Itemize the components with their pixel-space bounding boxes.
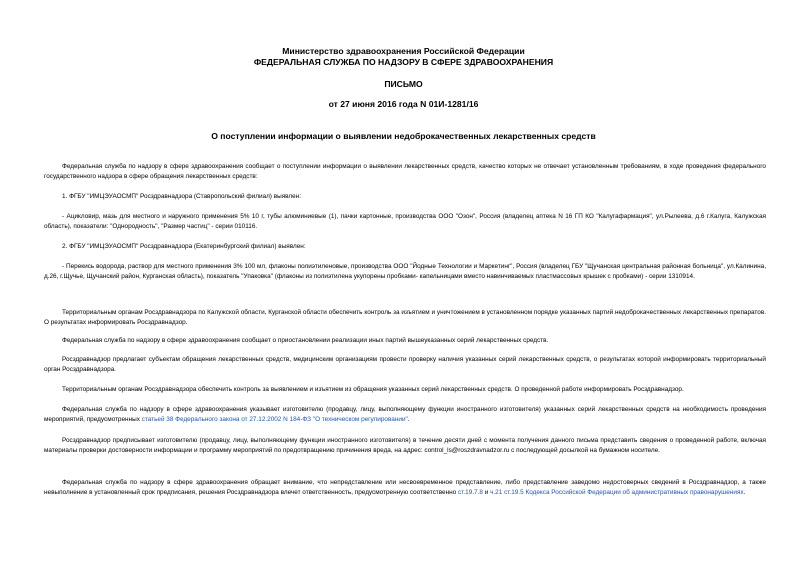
prescribe-paragraph: Росздравнадзор предписывает изготовителю (продавцу, лицу, выполняющему функции иностранного изготовителя) в течение десяти дней с момента получения данного письма представить сведения о проведенной работе, включая материалы проверки достоверности информации и программу мероприятий по предотвращению причинения вреда, на адрес: control_ls@roszdravnadzor.ru с последующей досылкой на бумажном носителе. [44, 437, 766, 455]
manufacturer-end: . [407, 416, 410, 424]
federal-law-link[interactable]: статьей 38 Федерального закона от 27.12.2002 N 184-ФЗ "О техническом регулировании" [141, 416, 408, 424]
item1-text: - Ацикловир, мазь для местного и наружного применения 5% 10 г, тубы алюминиевые (1), пачки картонные, производства ООО "Озон", Россия (владелец аптека N 16 ГП КО "Калугафармация", ул.Рылеева, д.6 г.Калуга, Калужская область), показатели: "Однородность", "Размер частиц" - серии 010116. [44, 213, 766, 231]
ministry-name: Министерство здравоохранения Российской Федерации [282, 46, 525, 56]
item2-text: - Перекись водорода, раствор для местного применения 3% 100 мл, флаконы полиэтиленовые, производства ООО "Йодные Технологии и Маркетинг", Россия (владелец ГБУ "Щучанская центральная районная больница", ул.Калинина, д.26, г.Щучье, Щучанский район, Курганская область), показатель "Упаковка" (флаконы из полиэтилена укупорены пробками- капельницами вместо навинчиваемых пластмассовых крышек с пробками) - серии 1310914. [44, 263, 766, 281]
manufacturer-text: Федеральная служба по надзору в сфере здравоохранения указывает изготовителю (продавцу, лицу, выполняющему функции иностранного изготовителя) указанных серий лекарственных средств на необходимость проведения мероприятий, предусмотренных [44, 406, 766, 424]
control-paragraph: Территориальным органам Росздравнадзора обеспечить контроль за выявлением и изъятием из обращения указанных серий лекарственных средств. О проведенной работе информировать Росздравнадзор. [62, 386, 684, 393]
doc-date-number: от 27 июня 2016 года N 01И-1281/16 [328, 99, 479, 109]
attention-mid: и [482, 489, 491, 497]
attention-end: . [743, 489, 746, 497]
item1-heading: 1. ФГБУ "ИМЦЭУАОСМП" Росздравнадзора (Ставропольский филиал) выявлен: [62, 193, 301, 200]
service-name: ФЕДЕРАЛЬНАЯ СЛУЖБА ПО НАДЗОРУ В СФЕРЕ ЗДРАВООХРАНЕНИЯ [253, 57, 554, 67]
intro-paragraph: Федеральная служба по надзору в сфере здравоохранения сообщает о поступлении информации о выявлении лекарственных средств, качество которых не отвечает установленным требованиям, в ходе проведения федерального государственного надзора в сфере обращения лекарственных средств: [44, 163, 766, 181]
attention-paragraph [44, 478, 766, 499]
attention-text: Федеральная служба по надзору в сфере здравоохранения обращает внимание, что непредставление или несвоевременное представление, либо представление заведомо недостоверных сведений в Росздравнадзор, а также невыполнение в установленный срок предписания, решения Росздравнадзора влечет ответственность, предусмотренную соответственно [44, 479, 766, 497]
document-title: О поступлении информации о выявлении недоброкачественных лекарственных средств [211, 131, 596, 141]
koap-link[interactable]: ч.21 ст.19.5 Кодекса Российской Федерации об административных правонарушениях [490, 489, 744, 497]
territorial-paragraph: Территориальным органам Росздравнадзора по Калужской области, Курганской области обеспечить контроль за изъятием и уничтожением в установленном порядке указанных партий недоброкачественных лекарственных препаратов. О результатах информировать Росздравнадзор. [44, 309, 766, 327]
proposal-paragraph: Росздравнадзор предлагает субъектам обращения лекарственных средств, медицинским организациям провести проверку наличия указанных серий лекарственных средств, о результатах которой информировать территориальный орган Росздравнадзора. [44, 356, 766, 374]
article-19-7-8-link[interactable]: ст.19.7.8 [457, 489, 483, 497]
suspension-paragraph: Федеральная служба по надзору в сфере здравоохранения сообщает о приостановлении реализации иных партий вышеуказанных серий лекарственных средств. [62, 337, 549, 344]
manufacturer-paragraph [44, 405, 766, 426]
doc-type: ПИСЬМО [384, 79, 423, 89]
item2-heading: 2. ФГБУ "ИМЦЭУАОСМП" Росздравнадзора (Екатеринбургский филиал) выявлен: [62, 243, 306, 250]
